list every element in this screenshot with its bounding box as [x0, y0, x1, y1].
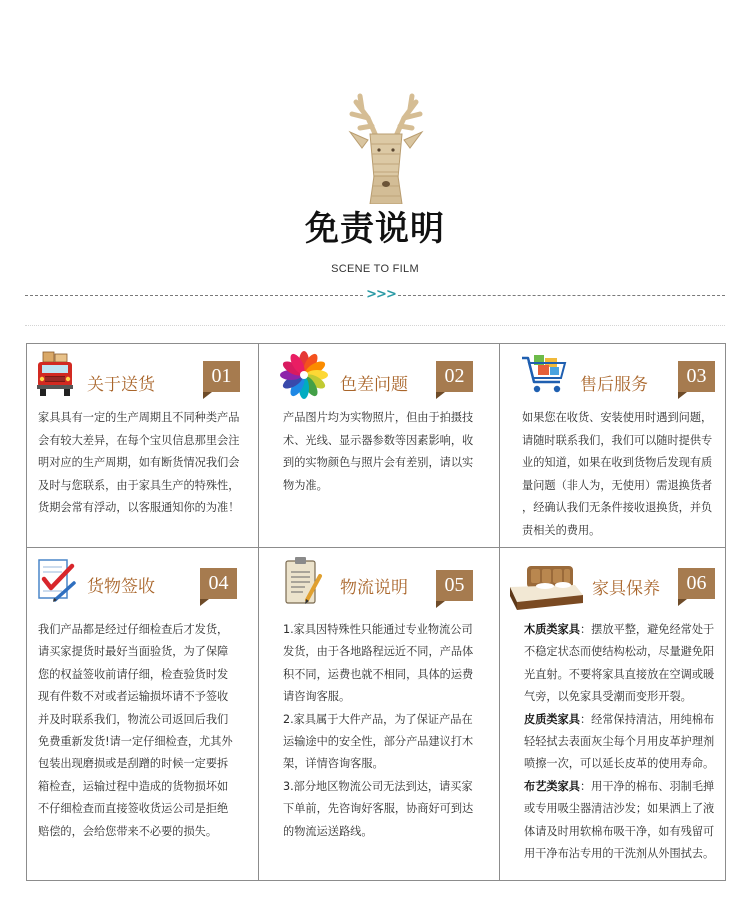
body-line: 下单前，先咨询好客服，协商好可到达: [283, 802, 474, 816]
section-number-badge: 05: [436, 570, 473, 601]
body-line: 明对应的生产周期，如有断货情况我们会: [38, 456, 240, 469]
body-line: ，经确认我们无条件接收退换货，并负: [522, 501, 713, 514]
dotted-separator: [25, 325, 725, 326]
section-number-badge: 03: [678, 361, 715, 392]
grid-divider-vertical: [258, 343, 259, 881]
body-line: 不稳定状态而使结构松动，尽量避免阳: [524, 645, 715, 659]
divider-line-right: [398, 295, 725, 296]
body-line: 术、光线、显示器参数等因素影响，收: [283, 433, 474, 447]
body-line: 及时与您联系，由于家具生产的特殊性，: [38, 478, 240, 492]
body-line: 并及时联系我们，物流公司返回后我们: [38, 712, 229, 726]
body-line: 2.家具属于大件产品，为了保证产品在: [283, 712, 473, 726]
section-title: 色差问题: [340, 375, 408, 395]
body-line: 发货，由于各地路程远近不同，产品体: [283, 645, 474, 659]
body-line: 免费重新发货!请一定仔细检查，尤其外: [38, 735, 233, 749]
body-line: [524, 776, 714, 798]
body-line: 或专用吸尘器清洁沙发；如果洒上了液: [524, 802, 715, 816]
body-line: 用干净布沾专用的干洗剂从外围拭去。: [524, 847, 715, 861]
section-body: [38, 407, 239, 520]
body-line: 架，详情咨询客服。: [283, 757, 384, 771]
body-line: 责相关的费用。: [522, 523, 601, 537]
section-title: 家具保养: [592, 579, 660, 599]
body-line: 喷擦一次，可以延长皮革的使用寿命。: [524, 757, 715, 771]
body-line: 产品图片均为实物照片，但由于拍摄技: [283, 411, 474, 424]
section-number-badge: 02: [436, 361, 473, 392]
page-title: 免责说明: [305, 211, 445, 248]
body-line: 您的权益签收前请仔细，检查验货时发: [38, 667, 229, 681]
body-line: 现有件数不对或者运输损坏请不予签收: [38, 690, 229, 704]
grid-divider-vertical: [499, 343, 500, 881]
body-line: 物为准。: [283, 478, 328, 492]
grid-divider-horizontal: [26, 547, 726, 548]
section-title: 货物签收: [87, 577, 155, 597]
body-line: 运输途中的安全性，部分产品建议打木: [283, 735, 474, 749]
body-line: 轻轻拭去表面灰尘每个月用皮革护理剂: [524, 735, 715, 749]
body-line: 请买家提货时最好当面验货，为了保障: [38, 645, 229, 659]
body-line: 请随时联系我们，我们可以随时提供专: [522, 433, 713, 447]
bed-furniture-icon: [505, 562, 585, 612]
section-body: [283, 407, 473, 497]
body-line: 会有较大差异，在每个宝贝信息那里会注: [38, 433, 240, 447]
body-line: 家具具有一定的生产周期且不同种类产品: [38, 411, 240, 424]
body-line: 气旁，以免家具受潮而变形开裂。: [524, 690, 692, 704]
clipboard-pencil-icon: [283, 556, 323, 606]
body-line: 货期会常有浮动，以客服通知你的为准！: [38, 501, 240, 514]
body-line: 3.部分地区物流公司无法到达，请买家: [283, 779, 473, 793]
body-line: 业的知道，如果在收到货物后发现有质: [522, 456, 713, 469]
body-line: 的物流运送路线。: [283, 824, 373, 838]
section-number-badge: 01: [203, 361, 240, 392]
delivery-truck-icon: [35, 351, 75, 397]
section-body: [38, 619, 233, 843]
care-type-label: 木质类家具: [524, 623, 580, 636]
body-line: 积不同，运费也就不相同，具体的运费: [283, 667, 474, 681]
body-line: 箱检查，运输过程中造成的货物损坏如: [38, 779, 229, 793]
section-title: 关于送货: [87, 375, 155, 395]
body-line: 不仔细检查而直接签收货运公司是拒绝: [38, 802, 229, 816]
body-line: 1.家具因特殊性只能通过专业物流公司: [283, 623, 473, 636]
body-line: 光直射。不要将家具直接放在空调或暖: [524, 667, 715, 681]
section-title: 物流说明: [340, 578, 408, 598]
shopping-cart-icon: [520, 352, 568, 398]
care-type-label: 布艺类家具: [524, 779, 580, 793]
section-number-badge: 04: [200, 568, 237, 599]
body-line: 请咨询客服。: [283, 690, 351, 704]
body-line: 我们产品都是经过仔细检查后才发货，: [38, 623, 229, 636]
section-title: 售后服务: [580, 375, 648, 395]
body-line: 赔偿的，会给您带来不必要的损失。: [38, 824, 218, 838]
section-body: [283, 619, 473, 843]
care-type-text: ：摆放平整，避免经常处于: [579, 623, 715, 636]
care-type-text: ：经常保持清洁，用纯棉布: [579, 712, 715, 726]
divider-line-left: [25, 295, 363, 296]
care-type-text: ：用干净的棉布、羽制毛掸: [579, 779, 715, 793]
body-line: 到的实物颜色与照片会有差别，请以实: [283, 456, 474, 469]
section-body: [524, 619, 714, 865]
section-body: [522, 407, 712, 542]
body-line: 如果您在收货、安装使用时遇到问题，: [522, 411, 713, 424]
color-wheel-icon: [279, 350, 329, 400]
body-line: 体请及时用软棉布吸干净，如有残留可: [524, 824, 715, 838]
body-line: 量问题（非人为，无使用）需退换货者: [522, 478, 713, 492]
body-line: 包装出现磨损或是刮蹭的时候一定要拆: [38, 757, 229, 771]
deer-head-icon: [338, 92, 434, 204]
care-type-label: 皮质类家具: [524, 712, 580, 726]
checked-document-icon: [35, 557, 77, 603]
body-line: [524, 709, 714, 731]
body-line: [524, 619, 714, 641]
divider-arrows: >>>: [366, 287, 396, 302]
section-number-badge: 06: [678, 568, 715, 599]
page-subtitle: SCENE TO FILM: [331, 263, 419, 275]
